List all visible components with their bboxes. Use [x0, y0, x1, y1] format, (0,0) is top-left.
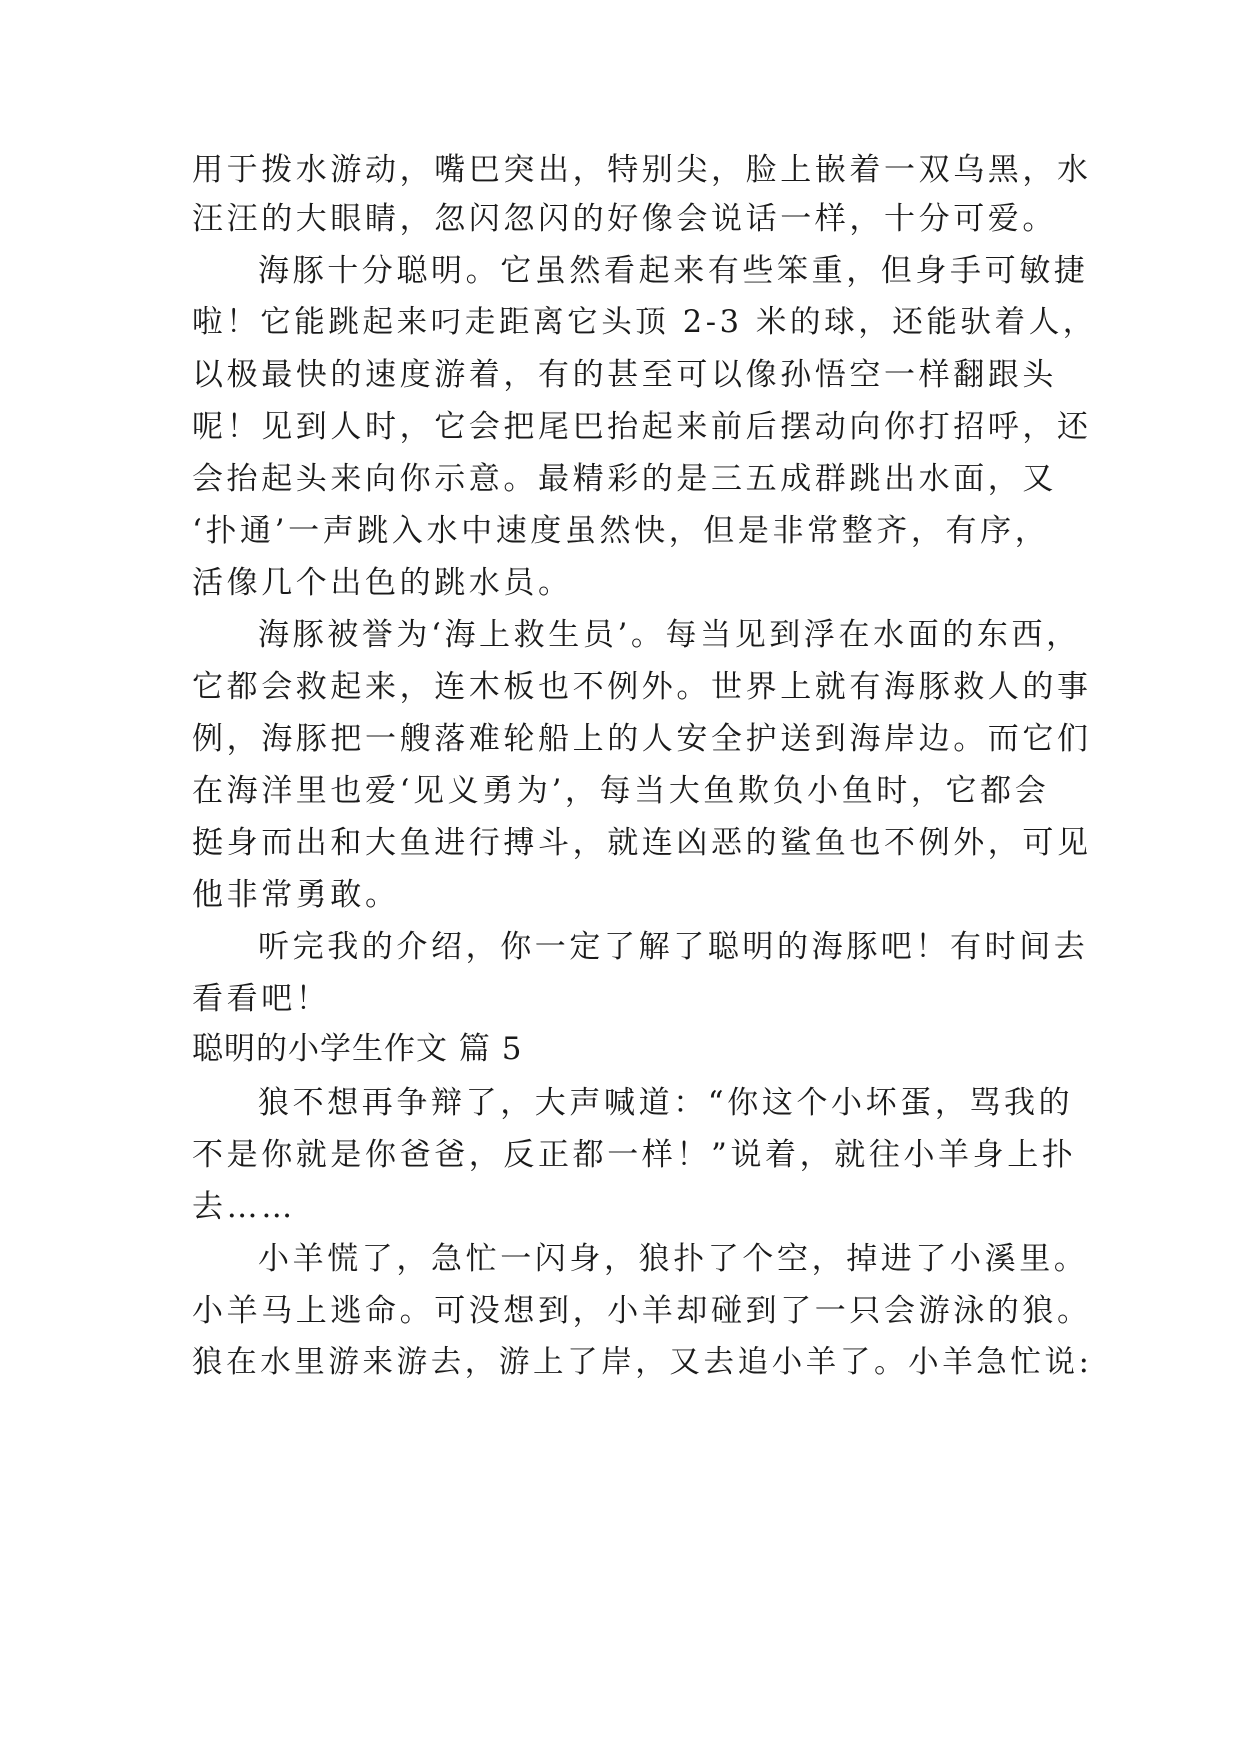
- text-line: 他非常勇敢。: [192, 877, 400, 913]
- text-line: ‘扑通’一声跳入水中速度虽然快，但是非常整齐，有序，: [192, 513, 1050, 549]
- paragraph-start-line: 海豚十分聪明。它虽然看起来有些笨重，但身手可敏捷: [258, 253, 1089, 289]
- text-line: 不是你就是你爸爸，反正都一样！”说着，就往小羊身上扑: [192, 1137, 1077, 1173]
- text-line: 会抬起头来向你示意。最精彩的是三五成群跳出水面，又: [192, 461, 1057, 497]
- text-line: 例，海豚把一艘落难轮船上的人安全护送到海岸边。而它们: [192, 721, 1092, 757]
- paragraph-start-line: 小羊慌了，急忙一闪身，狼扑了个空，掉进了小溪里。: [258, 1241, 1089, 1277]
- text-line: 它都会救起来，连木板也不例外。世界上就有海豚救人的事: [192, 669, 1092, 705]
- text-line: 用于拨水游动，嘴巴突出，特别尖，脸上嵌着一双乌黑，水: [192, 152, 1092, 188]
- text-line: 去……: [192, 1189, 296, 1225]
- paragraph-start-line: 海豚被誉为‘海上救生员’。每当见到浮在水面的东西，: [258, 617, 1081, 653]
- text-line: 小羊马上逃命。可没想到，小羊却碰到了一只会游泳的狼。: [192, 1293, 1092, 1329]
- text-line: 在海洋里也爱‘见义勇为’，每当大鱼欺负小鱼时，它都会: [192, 773, 1050, 809]
- text-line: 活像几个出色的跳水员。: [192, 565, 573, 601]
- text-line: 呢！见到人时，它会把尾巴抬起来前后摆动向你打招呼，还: [192, 409, 1092, 445]
- paragraph-start-line: 狼不想再争辩了，大声喊道：“你这个小坏蛋，骂我的: [258, 1085, 1074, 1121]
- section-heading: 聪明的小学生作文 篇 5: [192, 1031, 523, 1067]
- text-line: 啦！它能跳起来叼走距离它头顶 2-3 米的球，还能驮着人，: [192, 305, 1097, 340]
- text-line: 汪汪的大眼睛，忽闪忽闪的好像会说话一样，十分可爱。: [192, 201, 1057, 237]
- text-line: 挺身而出和大鱼进行搏斗，就连凶恶的鲨鱼也不例外，可见: [192, 825, 1092, 861]
- paragraph-start-line: 听完我的介绍，你一定了解了聪明的海豚吧！有时间去: [258, 929, 1089, 965]
- text-line: 狼在水里游来游去，游上了岸，又去追小羊了。小羊急忙说:: [192, 1345, 1093, 1380]
- text-line: 看看吧！: [192, 981, 331, 1017]
- text-line: 以极最快的速度游着，有的甚至可以像孙悟空一样翻跟头: [192, 357, 1057, 393]
